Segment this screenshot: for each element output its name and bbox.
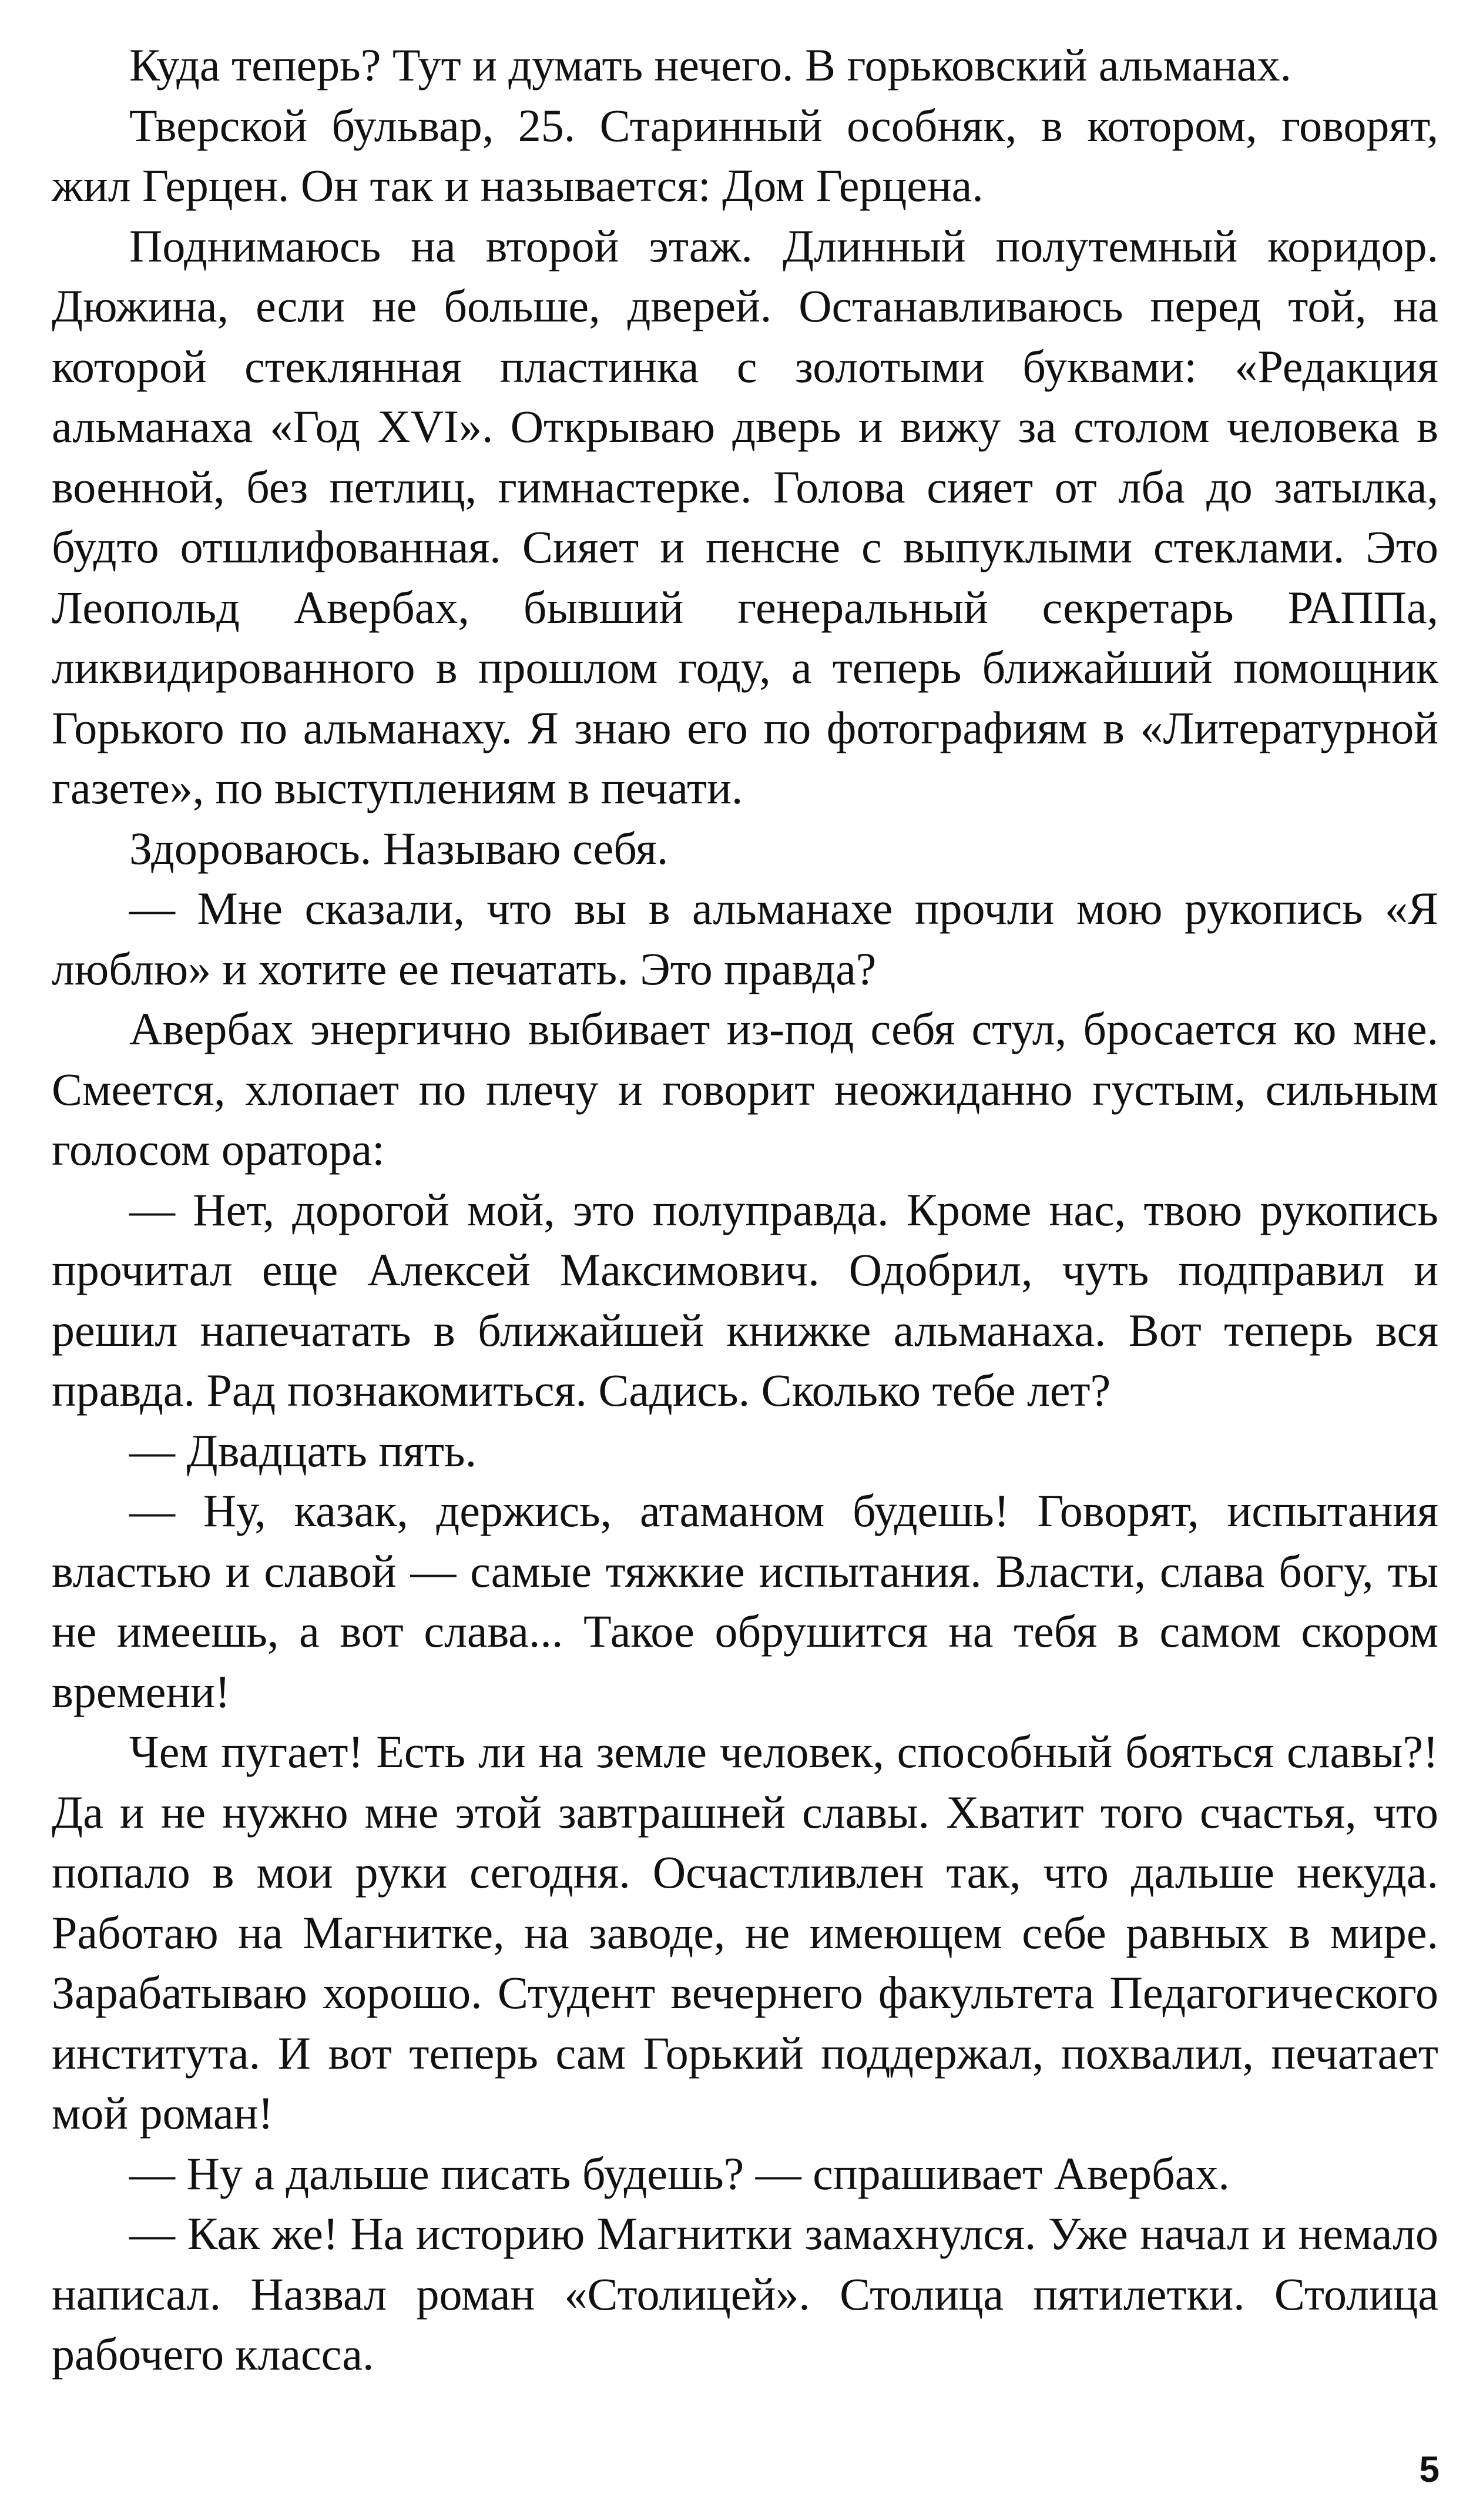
paragraph: — Ну а дальше писать будешь? — спрашивает Авербах. [129,2147,1230,2199]
paragraph: Поднимаюсь на второй этаж. Длинный полутемный коридор. Дюжина, если не больше, дверей. Останавливаюсь перед той, на которой стеклянная пластинка с золотыми буквами: «Редакция альманаха «Год XVI». Открываю дверь и вижу за столом человека в военной, без петлиц, гимнастерке. Голова сияет от лба до затылка, будто отшлифованная. Сияет и пенсне с выпуклыми стеклами. Это Леопольд Авербах, бывший генеральный секретарь РАППа, ликвидированного в прошлом году, а теперь ближайший помощник Горького по альманаху. Я знаю его по фотографиям в «Литературной газете», по выступлениям в печати. [52,220,1438,813]
paragraph: Чем пугает! Есть ли на земле человек, способный бояться славы?! Да и не нужно мне этой завтрашней славы. Хватит того счастья, что попало в мои руки сегодня. Осчастливлен так, что дальше некуда. Работаю на Магнитке, на заводе, не имеющем себе равных в мире. Зарабатываю хорошо. Студент вечернего факультета Педагогического института. И вот теперь сам Горький поддержал, похвалил, печатает мой роман! [52,1726,1438,2139]
paragraph: — Двадцать пять. [129,1425,477,1476]
paragraph: — Мне сказали, что вы в альманахе прочли мою рукопись «Я люблю» и хотите ее печатать. Это правда? [52,883,1438,994]
paragraph: Авербах энергично выбивает из-под себя стул, бросается ко мне. Смеется, хлопает по плечу и говорит неожиданно густым, сильным голосом оратора: [52,1003,1438,1175]
paragraph: — Как же! На историю Магнитки замахнулся. Уже начал и немало написал. Назвал роман «Столицей». Столица пятилетки. Столица рабочего класса. [52,2208,1438,2380]
body-text [52,35,1438,2385]
paragraph: Здороваюсь. Называю себя. [129,822,669,874]
paragraph: Тверской бульвар, 25. Старинный особняк, в котором, говорят, жил Герцен. Он так и называется: Дом Герцена. [52,99,1438,211]
paragraph: Куда теперь? Тут и думать нечего. В горьковский альманах. [129,39,1292,91]
paragraph: — Нет, дорогой мой, это полуправда. Кроме нас, твою рукопись прочитал еще Алексей Максимович. Одобрил, чуть подправил и решил напечатать в ближайшей книжке альманаха. Вот теперь вся правда. Рад познакомиться. Садись. Сколько тебе лет? [52,1184,1438,1416]
paragraph: — Ну, казак, держись, атаманом будешь! Говорят, испытания властью и славой — самые тяжкие испытания. Власти, слава богу, ты не имеешь, а вот слава... Такое обрушится на тебя в самом скором времени! [52,1485,1438,1717]
page-number: 5 [1419,2449,1440,2490]
